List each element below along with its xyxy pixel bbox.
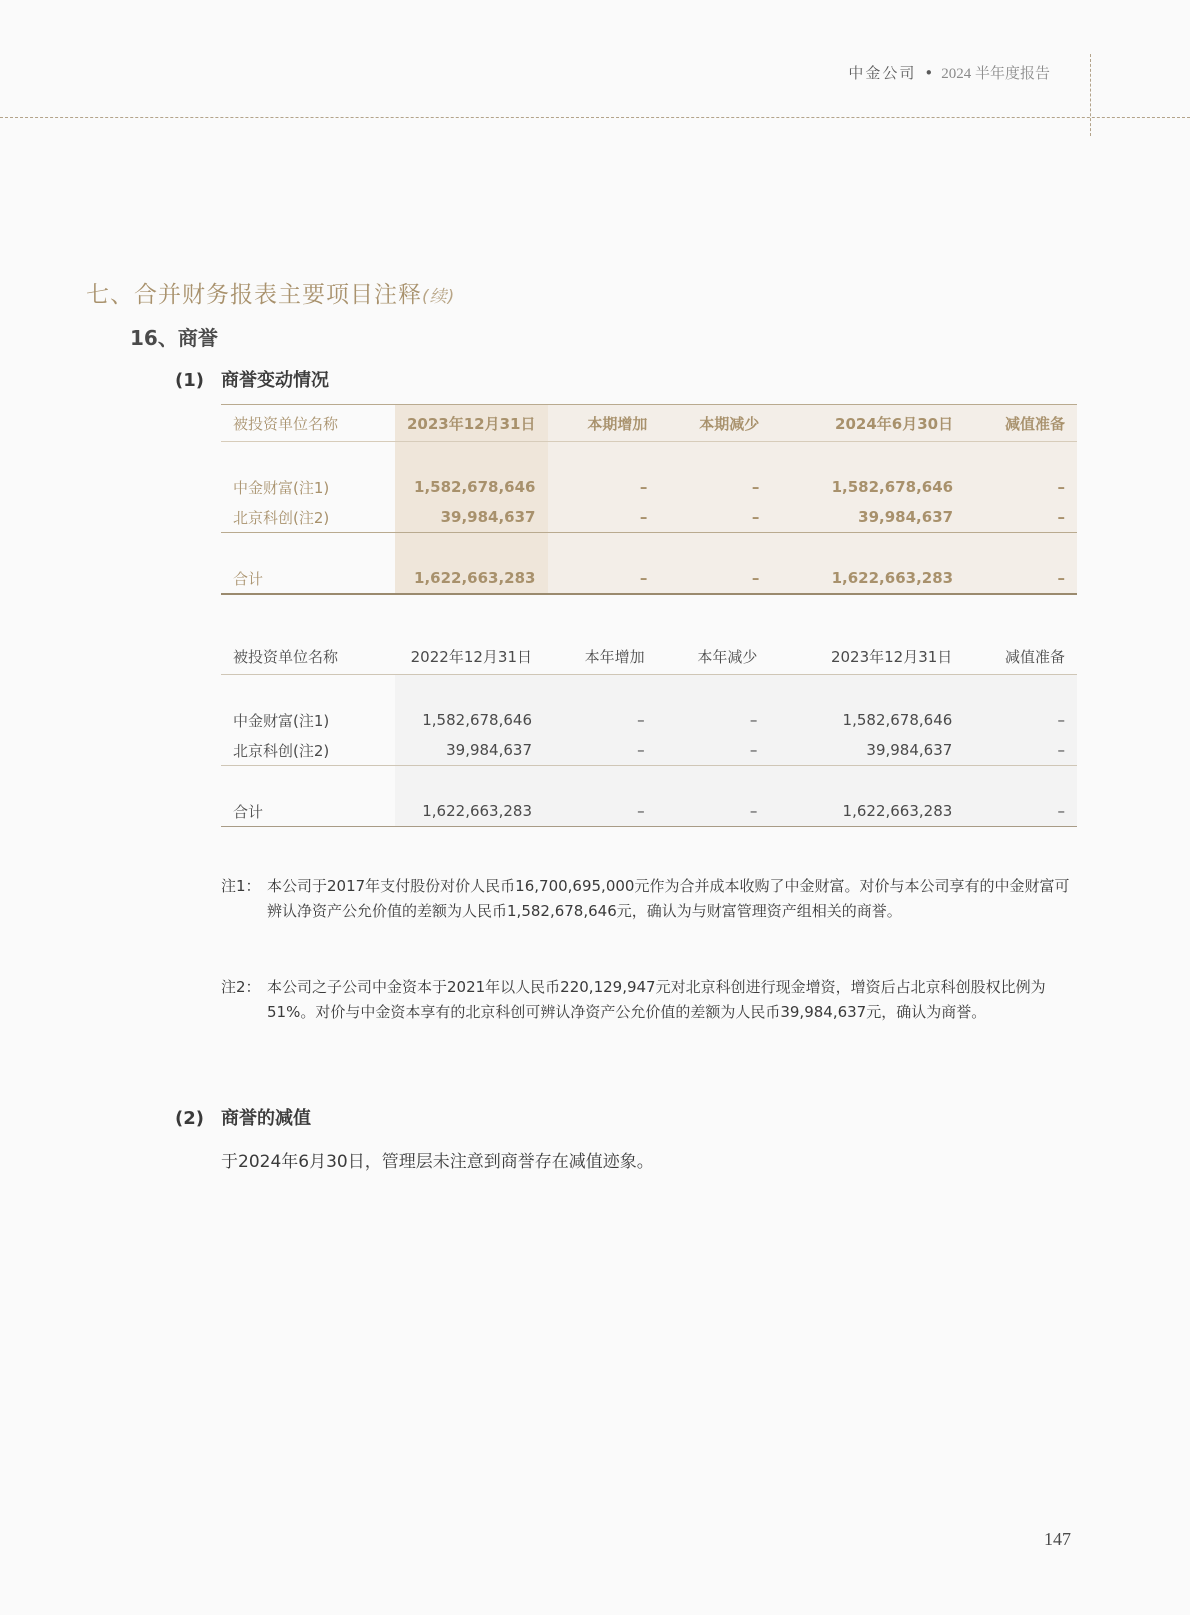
table-header-row bbox=[221, 405, 1077, 442]
cell-value: – bbox=[964, 796, 1077, 827]
note-label: 注2： bbox=[221, 978, 261, 996]
cell-value: 39,984,637 bbox=[395, 735, 544, 766]
table-row bbox=[221, 705, 1077, 735]
part2-title: 商誉的减值 bbox=[221, 1108, 311, 1129]
cell-name: 合计 bbox=[221, 563, 395, 594]
col-header: 被投资单位名称 bbox=[221, 638, 395, 675]
col-header: 减值准备 bbox=[964, 638, 1077, 675]
cell-name: 合计 bbox=[221, 796, 395, 827]
running-header bbox=[848, 62, 1050, 83]
header-dot: • bbox=[924, 64, 934, 82]
col-header: 2023年12月31日 bbox=[395, 405, 548, 442]
impairment-paragraph: 于2024年6月30日，管理层未注意到商誉存在减值迹象。 bbox=[221, 1152, 654, 1172]
cell-value: 1,622,663,283 bbox=[769, 796, 964, 827]
cell-value: – bbox=[657, 796, 770, 827]
header-company: 中金公司 bbox=[848, 64, 917, 82]
table-row bbox=[221, 735, 1077, 766]
cell-value: – bbox=[659, 502, 771, 533]
cell-name: 中金财富(注1) bbox=[221, 472, 395, 502]
cell-value: – bbox=[965, 472, 1077, 502]
col-header: 本年增加 bbox=[544, 638, 657, 675]
header-report: 2024 半年度报告 bbox=[941, 66, 1050, 82]
cell-value: 1,582,678,646 bbox=[769, 705, 964, 735]
cell-value: 1,622,663,283 bbox=[395, 796, 544, 827]
cell-value: 1,622,663,283 bbox=[395, 563, 548, 594]
goodwill-table-2024 bbox=[221, 404, 1077, 595]
cell-value: 1,582,678,646 bbox=[771, 472, 965, 502]
cell-value: – bbox=[544, 796, 657, 827]
note-label: 注1： bbox=[221, 877, 261, 895]
part1-heading bbox=[175, 366, 329, 392]
cell-value: 39,984,637 bbox=[395, 502, 548, 533]
cell-value: – bbox=[964, 735, 1077, 766]
header-dashed-marker bbox=[1090, 54, 1091, 136]
cell-value: – bbox=[544, 735, 657, 766]
goodwill-table-2023 bbox=[221, 638, 1077, 827]
cell-value: – bbox=[548, 472, 660, 502]
cell-value: 39,984,637 bbox=[769, 735, 964, 766]
header-dashed-line bbox=[0, 117, 1190, 118]
cell-value: – bbox=[965, 502, 1077, 533]
col-header: 2024年6月30日 bbox=[771, 405, 965, 442]
cell-value: – bbox=[544, 705, 657, 735]
col-header: 减值准备 bbox=[965, 405, 1077, 442]
table-row bbox=[221, 502, 1077, 533]
section-title bbox=[86, 276, 455, 309]
part2-number: (2) bbox=[175, 1108, 204, 1129]
page-number: 147 bbox=[1044, 1529, 1071, 1549]
table-header-row bbox=[221, 638, 1077, 675]
part1-number: (1) bbox=[175, 370, 204, 391]
note-text: 本公司于2017年支付股份对价人民币16,700,695,000元作为合并成本收购了中金财富。对价与本公司享有的中金财富可辨认净资产公允价值的差额为人民币1,582,678,646元，确认为与财富管理资产组相关的商誉。 bbox=[267, 877, 1070, 920]
part2-heading bbox=[175, 1104, 311, 1130]
note-1 bbox=[221, 874, 1077, 924]
cell-value: – bbox=[657, 735, 770, 766]
cell-value: – bbox=[659, 563, 771, 594]
cell-value: – bbox=[548, 502, 660, 533]
col-header: 2023年12月31日 bbox=[769, 638, 964, 675]
cell-value: 1,582,678,646 bbox=[395, 472, 548, 502]
table-total-row bbox=[221, 796, 1077, 827]
cell-value: – bbox=[964, 705, 1077, 735]
col-header: 被投资单位名称 bbox=[221, 405, 395, 442]
part1-title: 商誉变动情况 bbox=[221, 370, 329, 391]
col-header: 本年减少 bbox=[657, 638, 770, 675]
cell-value: – bbox=[548, 563, 660, 594]
section-continued: (续) bbox=[422, 287, 456, 307]
cell-value: 1,582,678,646 bbox=[395, 705, 544, 735]
cell-name: 中金财富(注1) bbox=[221, 705, 395, 735]
cell-value: 1,622,663,283 bbox=[771, 563, 965, 594]
table-total-row bbox=[221, 563, 1077, 594]
cell-value: 39,984,637 bbox=[771, 502, 965, 533]
cell-value: – bbox=[965, 563, 1077, 594]
col-header: 本期减少 bbox=[659, 405, 771, 442]
note-2 bbox=[221, 975, 1077, 1025]
col-header: 本期增加 bbox=[548, 405, 660, 442]
col-header: 2022年12月31日 bbox=[395, 638, 544, 675]
section-title-text: 七、合并财务报表主要项目注释 bbox=[86, 282, 422, 308]
cell-name: 北京科创(注2) bbox=[221, 502, 395, 533]
cell-name: 北京科创(注2) bbox=[221, 735, 395, 766]
subsection-title: 16、商誉 bbox=[130, 326, 218, 350]
note-text: 本公司之子公司中金资本于2021年以人民币220,129,947元对北京科创进行现金增资，增资后占北京科创股权比例为51%。对价与中金资本享有的北京科创可辨认净资产公允价值的差额为人民币39,984,637元，确认为商誉。 bbox=[267, 978, 1046, 1021]
table-row bbox=[221, 472, 1077, 502]
cell-value: – bbox=[659, 472, 771, 502]
cell-value: – bbox=[657, 705, 770, 735]
